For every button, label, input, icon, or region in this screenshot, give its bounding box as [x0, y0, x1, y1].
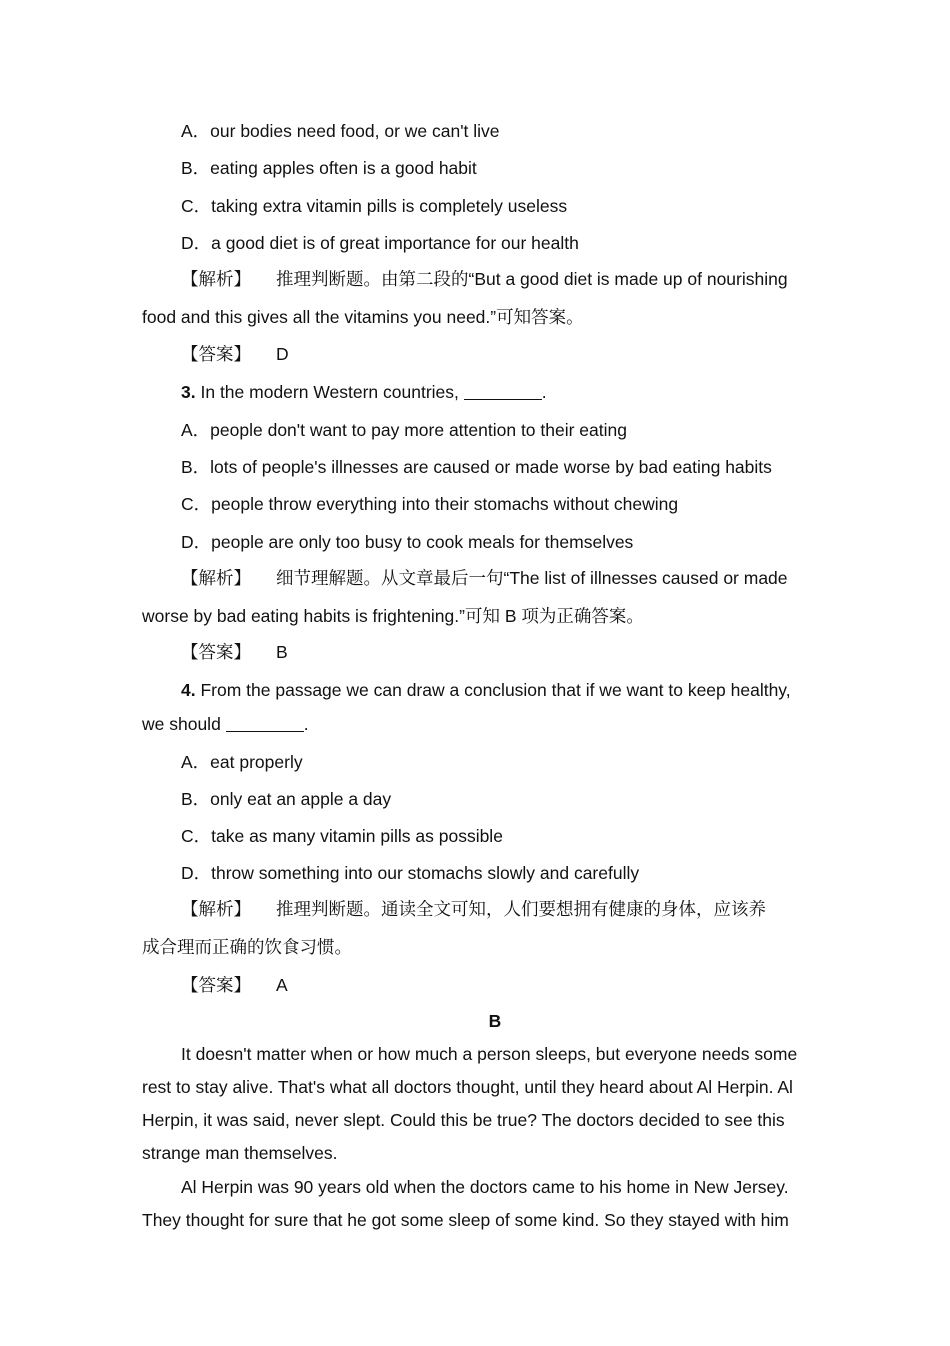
q2-answer: [181, 343, 289, 365]
q4-option-d: D．throw something into our stomachs slowly and carefully: [181, 863, 640, 883]
answer-label: 【答案】: [181, 975, 251, 995]
q3-option-a: A．people don't want to pay more attention to their eating: [181, 420, 627, 440]
q3-answer: [181, 641, 288, 663]
q4-option-a: A．eat properly: [181, 752, 303, 772]
q3-number: 3.: [181, 382, 196, 402]
section-title: B: [488, 1011, 502, 1031]
q3-analysis: [181, 567, 788, 589]
q2-answer-value: D: [276, 344, 289, 364]
q2-analysis: [181, 268, 788, 290]
analysis-label: 【解析】: [181, 568, 251, 588]
q3-analysis-text: 细节理解题。从文章最后一句“The list of illnesses caused or made: [276, 568, 788, 588]
q4-answer-value: A: [276, 975, 288, 995]
q3-stem-text: In the modern Western countries,: [200, 382, 459, 402]
analysis-label: 【解析】: [181, 899, 251, 919]
passage-line: rest to stay alive. That's what all doctors thought, until they heard about Al Herpin. Al: [142, 1077, 793, 1097]
q3-option-d: D．people are only too busy to cook meals for themselves: [181, 532, 634, 552]
q3-answer-value: B: [276, 642, 288, 662]
analysis-label: 【解析】: [181, 269, 251, 289]
q4-stem: [181, 679, 791, 701]
q4-option-b: B．only eat an apple a day: [181, 789, 392, 809]
q3-analysis-cont: worse by bad eating habits is frightening.”可知 B 项为正确答案。: [142, 606, 644, 626]
q4-blank: [226, 731, 304, 732]
q2-option-c: C．taking extra vitamin pills is completely useless: [181, 196, 568, 216]
q4-analysis-cont: 成合理而正确的饮食习惯。: [142, 937, 352, 957]
q4-analysis-text: 推理判断题。通读全文可知，人们要想拥有健康的身体，应该养: [276, 899, 766, 919]
passage-line: It doesn't matter when or how much a person sleeps, but everyone needs some: [181, 1044, 798, 1064]
q3-blank: [464, 399, 542, 400]
q3-period: .: [541, 382, 547, 402]
q4-option-c: C．take as many vitamin pills as possible: [181, 826, 503, 846]
q4-analysis: [181, 898, 766, 920]
q4-number: 4.: [181, 680, 196, 700]
q3-option-c: C．people throw everything into their stomachs without chewing: [181, 494, 679, 514]
answer-label: 【答案】: [181, 344, 251, 364]
q4-period: .: [303, 714, 309, 734]
q4-stem-text-cont: we should: [142, 714, 221, 734]
q4-stem-cont: [142, 713, 309, 735]
answer-label: 【答案】: [181, 642, 251, 662]
q2-option-a: A．our bodies need food, or we can't live: [181, 121, 500, 141]
q3-stem: [181, 381, 547, 403]
q4-stem-text: From the passage we can draw a conclusion that if we want to keep healthy,: [200, 680, 791, 700]
passage-line: Al Herpin was 90 years old when the doctors came to his home in New Jersey.: [181, 1177, 789, 1197]
q2-analysis-cont: food and this gives all the vitamins you need.”可知答案。: [142, 307, 584, 327]
passage-line: Herpin, it was said, never slept. Could this be true? The doctors decided to see this: [142, 1110, 785, 1130]
passage-line: They thought for sure that he got some sleep of some kind. So they stayed with him: [142, 1210, 789, 1230]
q2-option-b: B．eating apples often is a good habit: [181, 158, 477, 178]
q3-option-b: B．lots of people's illnesses are caused or made worse by bad eating habits: [181, 457, 772, 477]
q4-answer: [181, 974, 288, 996]
passage-line: strange man themselves.: [142, 1143, 338, 1163]
q2-analysis-text: 推理判断题。由第二段的“But a good diet is made up of nourishing: [276, 269, 788, 289]
q2-option-d: D．a good diet is of great importance for our health: [181, 233, 579, 253]
